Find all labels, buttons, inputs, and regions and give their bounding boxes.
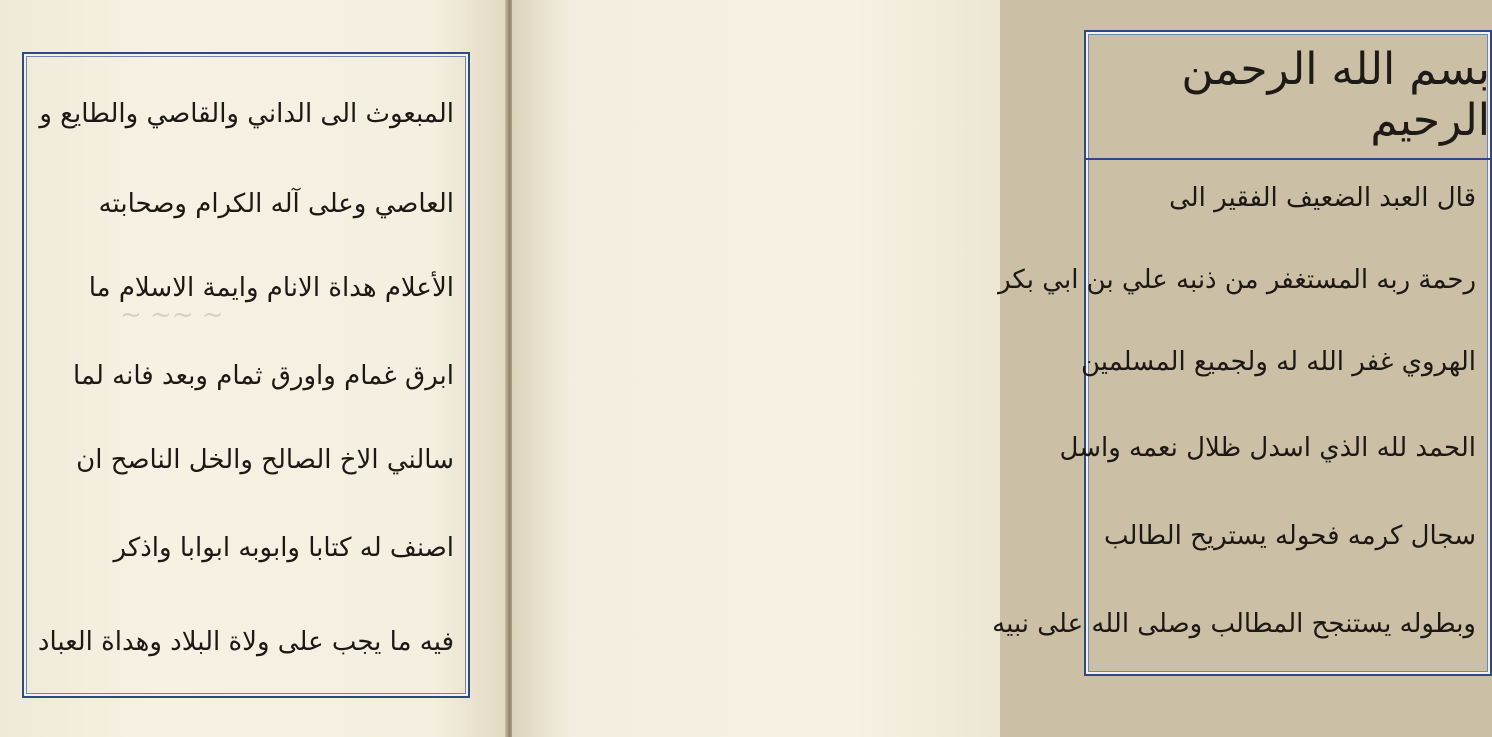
left-page <box>0 0 508 737</box>
text-line: قال العبد الضعيف الفقير الى <box>1169 183 1476 213</box>
right-page <box>512 0 1490 737</box>
text-line: الحمد لله الذي اسدل ظلال نعمه واسل <box>1059 433 1476 463</box>
right-text-frame <box>992 30 1492 676</box>
faint-pencil-notes: ~ ~~ ~ <box>120 300 224 330</box>
left-text-frame <box>22 52 470 698</box>
text-line: اصنف له كتابا وابوبه ابوابا واذكر <box>113 533 454 563</box>
basmala-heading-band <box>1086 32 1490 160</box>
text-line: المبعوث الى الداني والقاصي والطايع و <box>39 99 454 129</box>
text-line: سالني الاخ الصالح والخل الناصح ان <box>76 445 454 475</box>
text-line: رحمة ربه المستغفر من ذنبه علي بن ابي بكر <box>998 265 1476 295</box>
text-line: وبطوله يستنجح المطالب وصلى الله على نبيه <box>992 609 1476 639</box>
text-line: العاصي وعلى آله الكرام وصحابته <box>98 189 454 219</box>
text-line: الأعلام هداة الانام وايمة الاسلام ما <box>88 273 454 303</box>
text-line: ابرق غمام واورق ثمام وبعد فانه لما <box>73 361 454 391</box>
text-line: الهروي غفر الله له ولجميع المسلمين <box>1081 347 1476 377</box>
text-line: سجال كرمه فحوله يستريح الطالب <box>1103 521 1476 551</box>
text-line: فيه ما يجب على ولاة البلاد وهداة العباد <box>37 627 454 657</box>
basmala-heading: بسم الله الرحمن الرحيم <box>1181 44 1490 146</box>
